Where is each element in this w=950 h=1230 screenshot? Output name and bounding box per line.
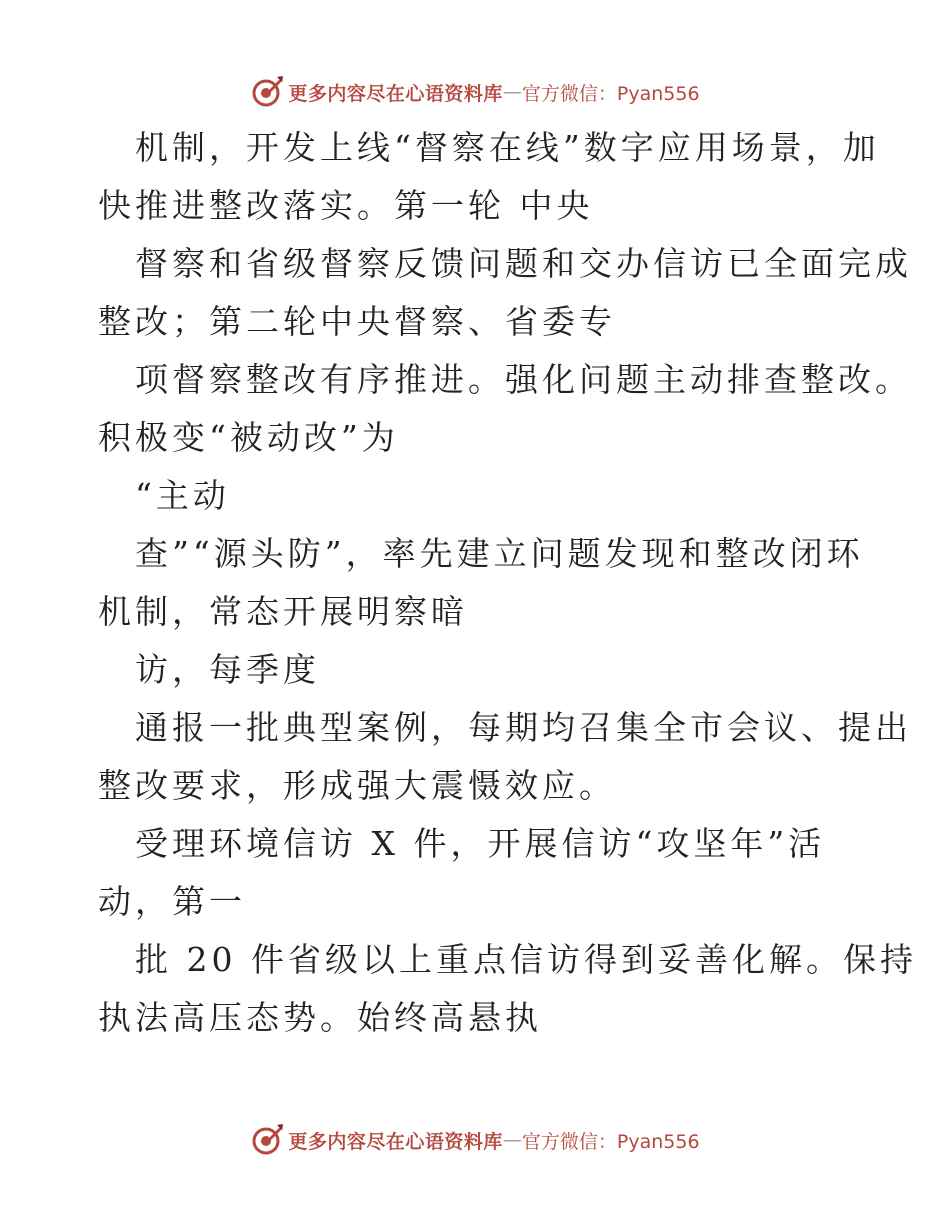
- footer-banner: [0, 1120, 950, 1160]
- text-line-11: 通报一批典型案例，每期均召集全市会议、提出: [135, 708, 912, 747]
- footer-banner-dash: —: [502, 1129, 522, 1151]
- text-line-6: 积极变“被动改”为: [98, 418, 399, 457]
- text-line-2: 快推进整改落实。第一轮 中央: [98, 186, 594, 225]
- text-line-10: 访，每季度: [135, 650, 320, 689]
- header-banner: [0, 72, 950, 112]
- text-line-16: 执法高压态势。始终高悬执: [98, 998, 542, 1037]
- text-line-14: 动，第一: [98, 882, 246, 921]
- footer-banner-contact: 官方微信：Pyan556: [521, 1130, 700, 1153]
- text-line-7: “主动: [135, 476, 230, 515]
- header-banner-dash: —: [502, 81, 522, 103]
- text-line-3: 督察和省级督察反馈问题和交办信访已全面完成: [135, 244, 912, 283]
- header-banner-lead: 更多内容尽在心语资料库: [288, 82, 503, 105]
- text-line-8: 查”“源头防”，率先建立问题发现和整改闭环: [135, 534, 864, 573]
- footer-banner-lead: 更多内容尽在心语资料库: [288, 1130, 503, 1153]
- text-line-12: 整改要求，形成强大震慑效应。: [98, 766, 616, 805]
- text-line-5: 项督察整改有序推进。强化问题主动排查整改。: [135, 360, 912, 399]
- text-line-13: 受理环境信访 X 件，开展信访“攻坚年”活: [135, 824, 826, 863]
- text-line-4: 整改；第二轮中央督察、省委专: [98, 302, 616, 341]
- quill-pen-logo-icon: [250, 1123, 284, 1157]
- text-line-9: 机制，常态开展明察暗: [98, 592, 468, 631]
- quill-pen-logo-icon: [250, 75, 284, 109]
- text-line-15: 批 20 件省级以上重点信访得到妥善化解。保持: [135, 940, 917, 979]
- header-banner-contact: 官方微信：Pyan556: [521, 82, 700, 105]
- text-line-1: 机制，开发上线“督察在线”数字应用场景，加: [135, 128, 880, 167]
